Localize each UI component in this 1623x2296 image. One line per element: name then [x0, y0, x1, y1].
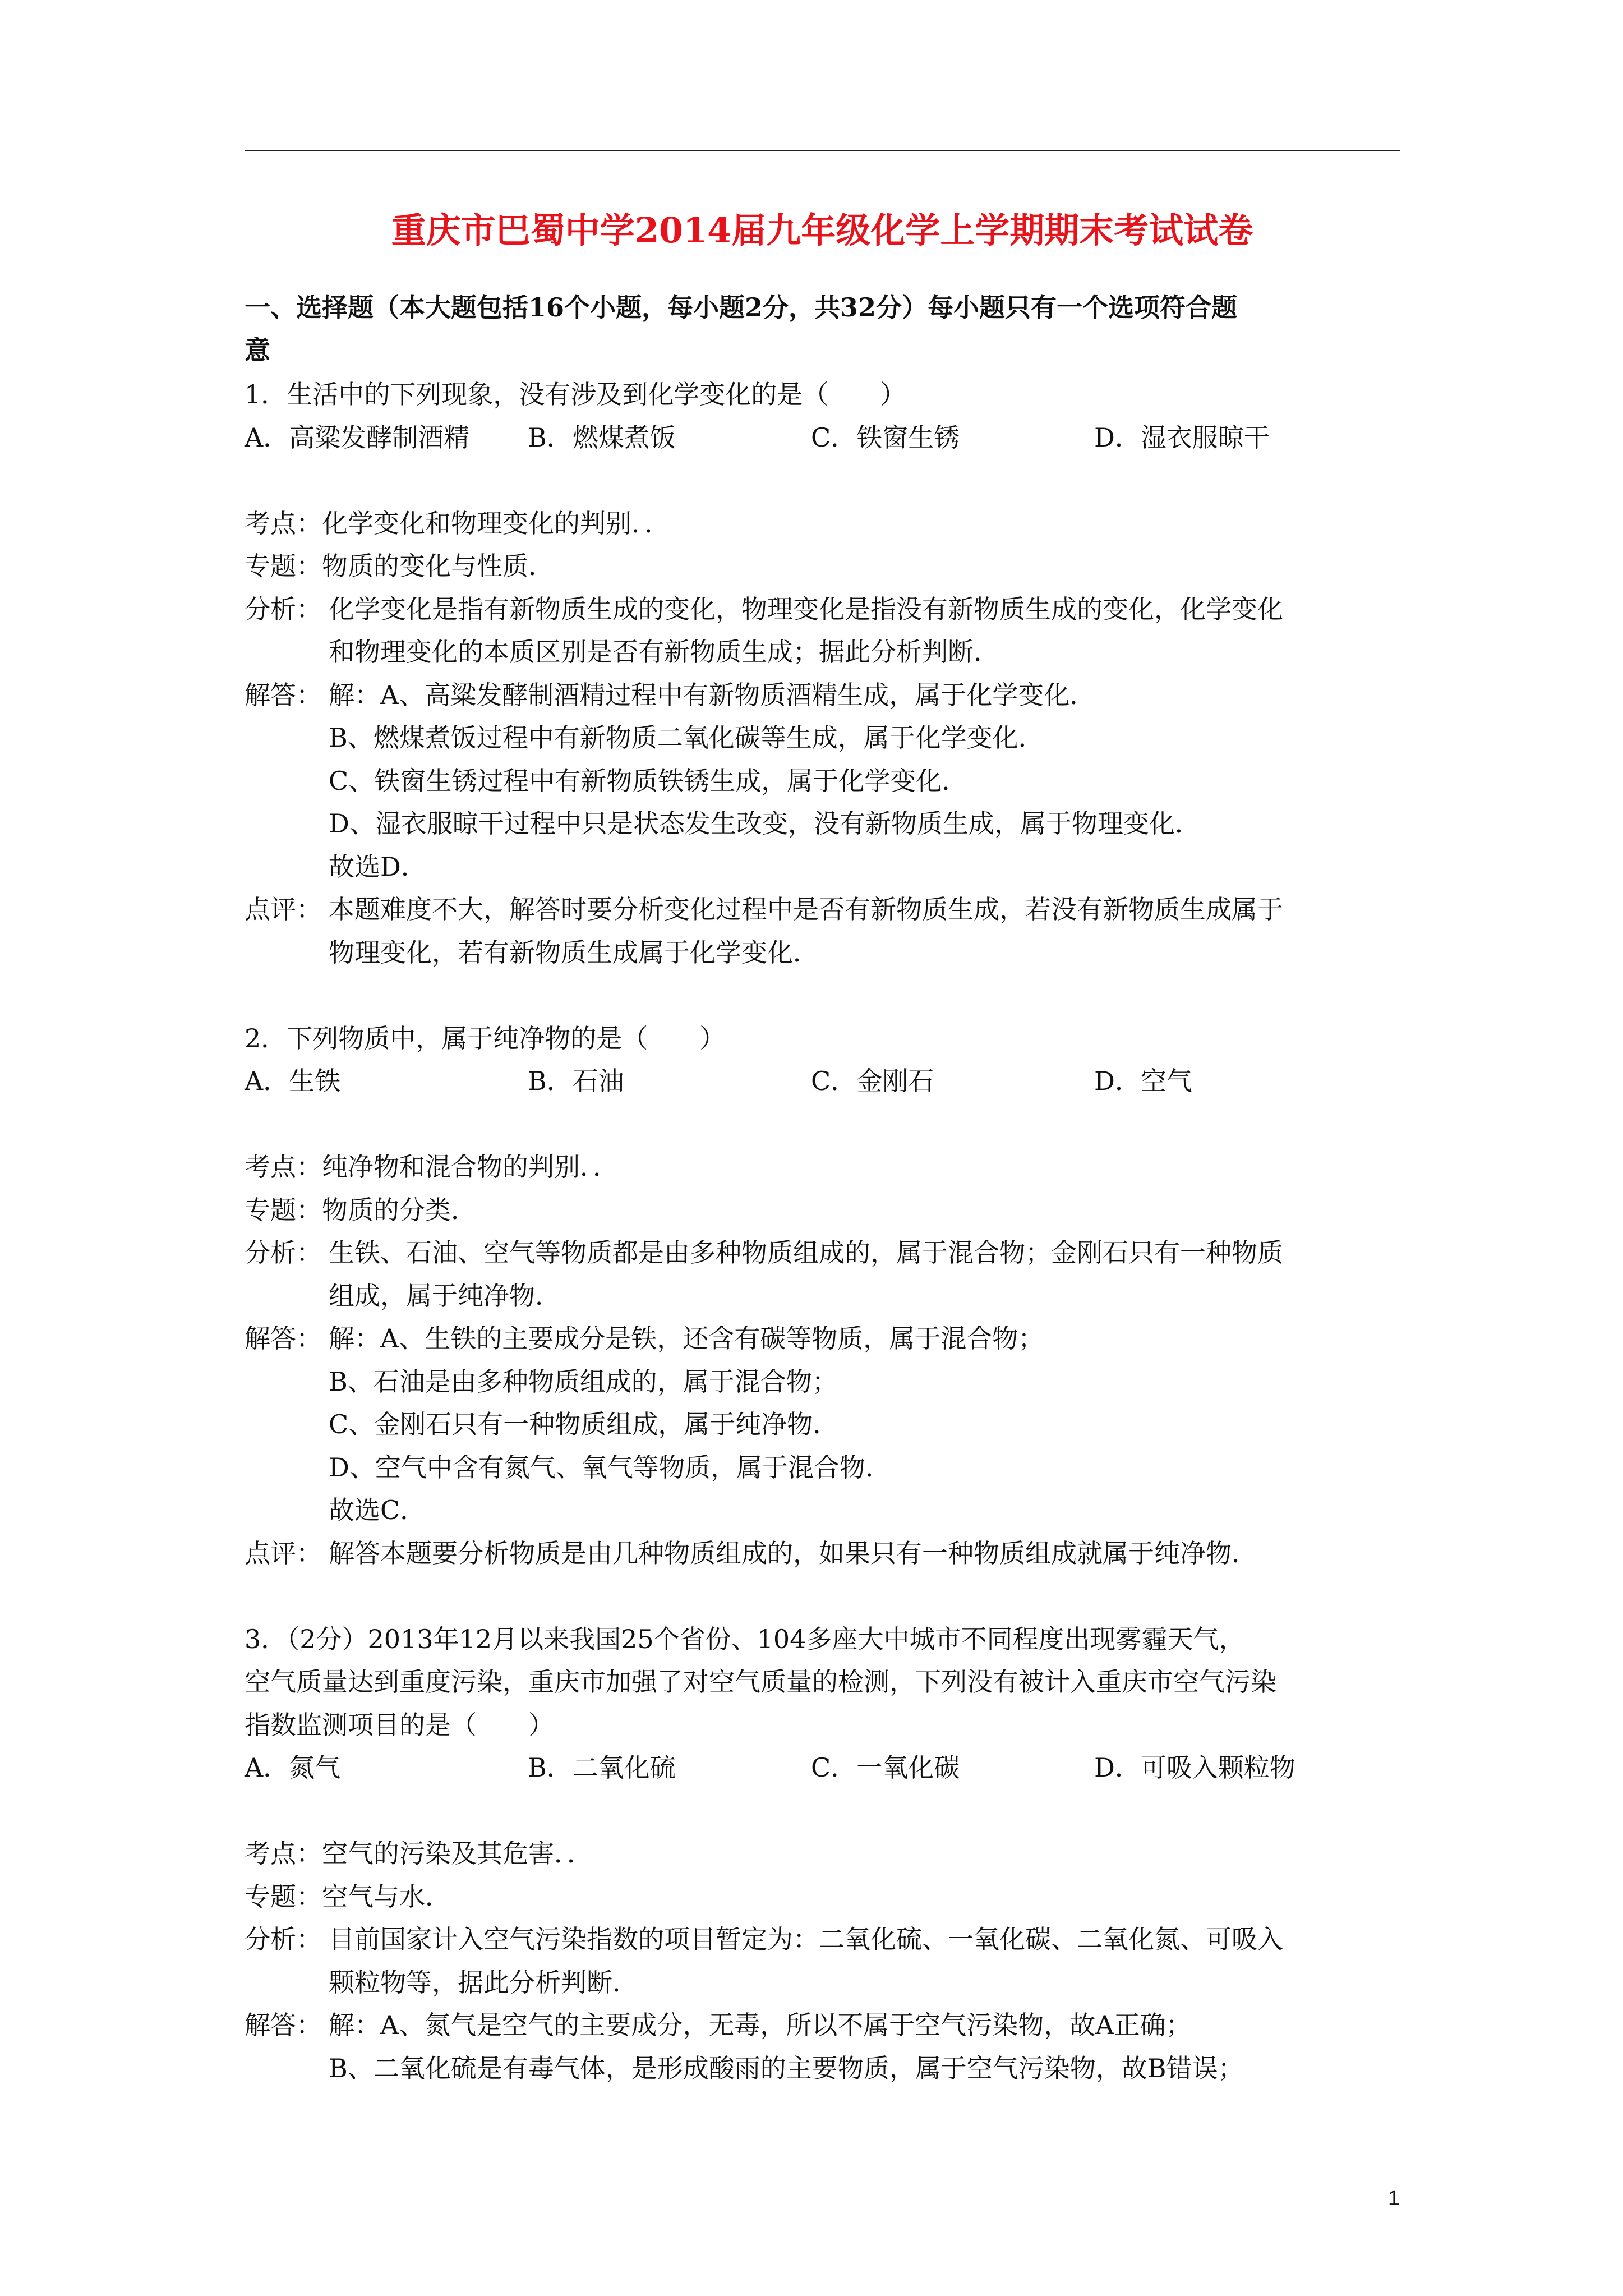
question-3-stem: 指数监测项目的是（ ）: [245, 1709, 554, 1740]
option-d: D．空气: [1094, 1066, 1192, 1096]
option-c: C．铁窗生锈: [811, 422, 960, 453]
jieda-text: B、燃煤煮饭过程中有新物质二氧化碳等生成，属于化学变化．: [329, 723, 1044, 753]
question-1-options: [245, 416, 1400, 459]
jieda-line: [245, 1317, 1400, 1360]
question-3-stem: 3．（2分）2013年12月以来我国25个省份、104多座大中城市不同程度出现雾霾天气，: [245, 1623, 1245, 1654]
section-heading-line: 一、选择题（本大题包括16个小题，每小题2分，共32分）每小题只有一个选项符合题: [245, 292, 1238, 323]
jieda-label: 解答：: [245, 2010, 322, 2040]
fenxi-text: 化学变化是指有新物质生成的变化，物理变化是指没有新物质生成的变化，化学变化: [329, 593, 1283, 624]
jieda-text: 解：A、氮气是空气的主要成分，无毒，所以不属于空气污染物，故A正确；: [329, 2010, 1192, 2040]
option-b: B．石油: [528, 1066, 624, 1096]
header-rule: [245, 150, 1400, 151]
option-a: A．生铁: [245, 1066, 341, 1096]
question-3-options: [245, 1746, 1400, 1789]
option-d: D．可吸入颗粒物: [1094, 1752, 1295, 1783]
fenxi-line: [245, 588, 1400, 631]
kaodian-line: 考点：化学变化和物理变化的判别．．: [245, 508, 670, 539]
dianping-label: 点评：: [245, 1538, 322, 1568]
jieda-text: B、二氧化硫是有毒气体，是形成酸雨的主要物质，属于空气污染物，故B错误；: [329, 2053, 1244, 2083]
jieda-line: [245, 674, 1400, 717]
question-1-stem: 1．生活中的下列现象，没有涉及到化学变化的是（ ）: [245, 379, 906, 409]
jieda-text: C、金刚石只有一种物质组成，属于纯净物．: [329, 1409, 839, 1439]
section-heading: [245, 286, 1400, 371]
page-number: 1: [1387, 2187, 1400, 2210]
dianping-text: 本题难度不大，解答时要分析变化过程中是否有新物质生成，若没有新物质生成属于: [329, 894, 1283, 924]
option-c: C．金刚石: [811, 1066, 934, 1096]
jieda-label: 解答：: [245, 1323, 322, 1354]
question-2-stem: 2．下列物质中，属于纯净物的是（ ）: [245, 1023, 726, 1053]
fenxi-text: 组成，属于纯净物．: [329, 1280, 561, 1311]
dianping-line: [245, 1532, 1400, 1575]
dianping-text: 物理变化，若有新物质生成属于化学变化．: [329, 937, 819, 968]
option-d: D．湿衣服晾干: [1094, 422, 1270, 453]
dianping-text: 解答本题要分析物质是由几种物质组成的，如果只有一种物质组成就属于纯净物．: [329, 1538, 1257, 1568]
jieda-text: C、铁窗生锈过程中有新物质铁锈生成，属于化学变化．: [329, 765, 968, 796]
kaodian-line: 考点：纯净物和混合物的判别．．: [245, 1152, 619, 1182]
jieda-text: D、空气中含有氮气、氧气等物质，属于混合物．: [329, 1452, 891, 1483]
jieda-text: D、湿衣服晾干过程中只是状态发生改变，没有新物质生成，属于物理变化．: [329, 808, 1201, 839]
dianping-line: [245, 888, 1400, 931]
jieda-text: 解：A、生铁的主要成分是铁，还含有碳等物质，属于混合物；: [329, 1323, 1044, 1354]
fenxi-label: 分析：: [245, 1924, 322, 1954]
zhuanti-line: 专题：空气与水．: [245, 1881, 451, 1912]
zhuanti-line: 专题：物质的分类．: [245, 1194, 477, 1225]
page-title: 重庆市巴蜀中学2014届九年级化学上学期期末考试试卷: [391, 210, 1253, 251]
jieda-text: 故选C．: [329, 1495, 426, 1525]
option-b: B．二氧化硫: [528, 1752, 676, 1783]
fenxi-line: [245, 1918, 1400, 1961]
fenxi-text: 和物理变化的本质区别是否有新物质生成；据此分析判断．: [329, 637, 999, 667]
jieda-text: B、石油是由多种物质组成的，属于混合物；: [329, 1366, 838, 1397]
jieda-label: 解答：: [245, 679, 322, 710]
option-c: C．一氧化碳: [811, 1752, 960, 1783]
kaodian-line: 考点：空气的污染及其危害．．: [245, 1838, 593, 1869]
dianping-label: 点评：: [245, 894, 322, 924]
questions-body: [245, 373, 1400, 2090]
jieda-text: 故选D．: [329, 851, 427, 882]
zhuanti-line: 专题：物质的变化与性质．: [245, 551, 554, 581]
fenxi-line: [245, 1231, 1400, 1274]
fenxi-text: 生铁、石油、空气等物质都是由多种物质组成的，属于混合物；金刚石只有一种物质: [329, 1237, 1283, 1268]
fenxi-label: 分析：: [245, 1237, 322, 1268]
jieda-text: 解：A、高粱发酵制酒精过程中有新物质酒精生成，属于化学变化．: [329, 679, 1096, 710]
fenxi-label: 分析：: [245, 593, 322, 624]
section-heading-line: 意: [245, 335, 270, 365]
question-2-options: [245, 1060, 1400, 1103]
fenxi-text: 目前国家计入空气污染指数的项目暂定为：二氧化硫、一氧化碳、二氧化氮、可吸入: [329, 1924, 1283, 1954]
option-b: B．燃煤煮饭: [528, 422, 676, 453]
question-3-stem: 空气质量达到重度污染，重庆市加强了对空气质量的检测，下列没有被计入重庆市空气污染: [245, 1667, 1276, 1697]
jieda-line: [245, 2004, 1400, 2047]
fenxi-text: 颗粒物等，据此分析判断．: [329, 1967, 638, 1998]
option-a: A．高粱发酵制酒精: [245, 422, 470, 453]
option-a: A．氮气: [245, 1752, 341, 1783]
